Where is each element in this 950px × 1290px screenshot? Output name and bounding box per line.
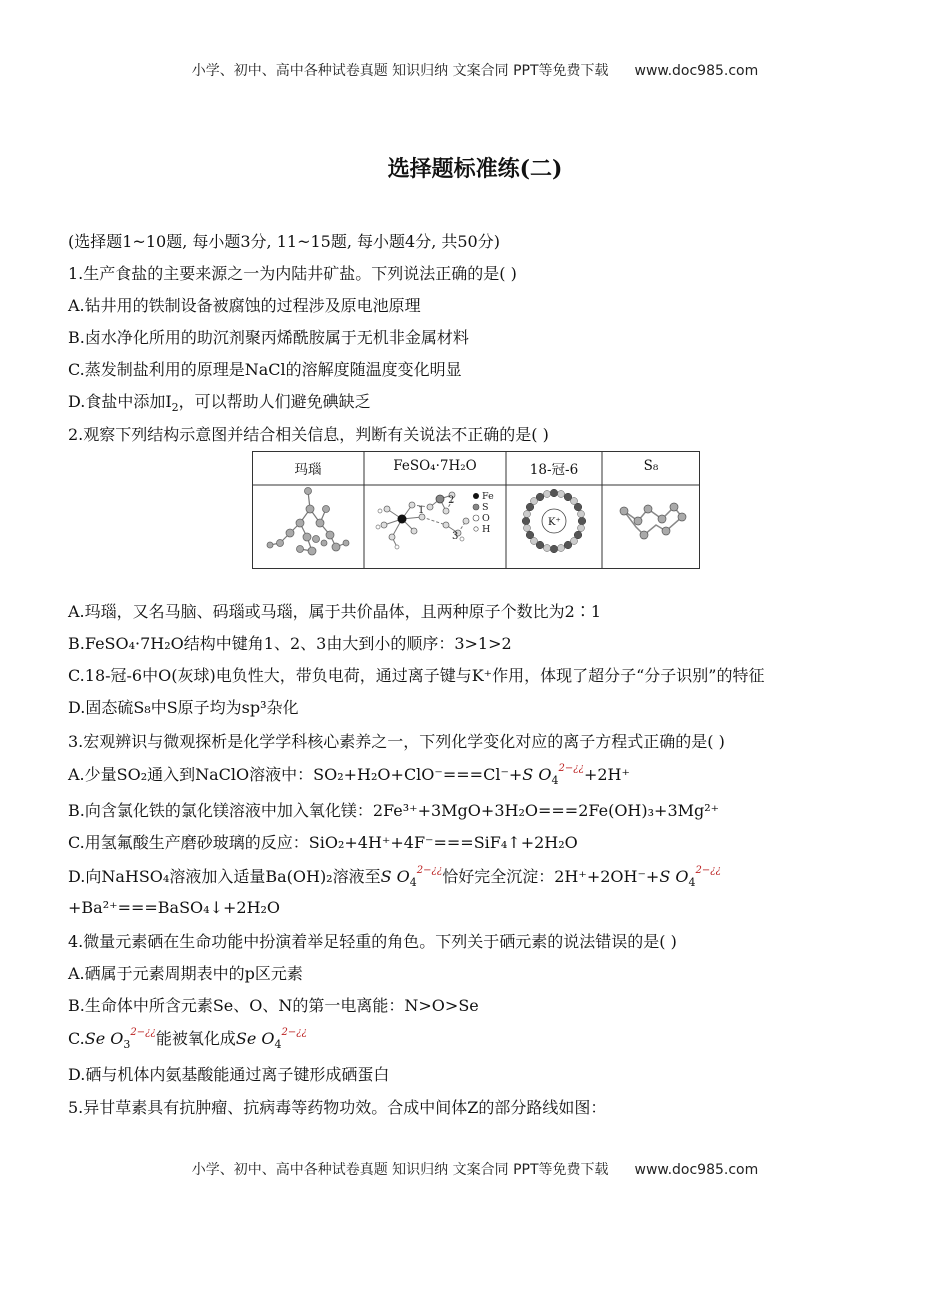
q3-option-d-continued: +Ba²⁺===BaSO₄↓+2H₂O: [68, 898, 281, 917]
q3-option-b: B.向含氯化铁的氯化镁溶液中加入氧化镁：2Fe³⁺+3MgO+3H₂O===2Fe(OH)₃+3Mg²⁺: [68, 801, 720, 820]
sulfate-ion: S $O_4^{2-¿¿}$: [380, 865, 443, 890]
q3-stem: 3.宏观辨识与微观探析是化学学科核心素养之一，下列化学变化对应的离子方程式正确的是( ): [68, 732, 725, 751]
q3-option-a: A.少量SO₂通入到NaClO溶液中：SO₂+H₂O+ClO⁻===Cl⁻+S $O_4^{2-¿¿}+2H^+$: [68, 763, 630, 788]
q2-stem: 2.观察下列结构示意图并结合相关信息，判断有关说法不正确的是( ): [68, 425, 549, 444]
s8-structure: [620, 503, 686, 539]
angle-2-label: 2: [448, 495, 455, 506]
table-header-s8: S₈: [643, 458, 659, 474]
q2-option-b: B.FeSO₄·7H₂O结构中键角1、2、3由大到小的顺序：3>1>2: [68, 634, 512, 653]
q4-stem: 4.微量元素硒在生命功能中扮演着举足轻重的角色。下列关于硒元素的说法错误的是( ): [68, 932, 677, 951]
intro-line: (选择题1~10题, 每小题3分, 11~15题, 每小题4分, 共50分): [68, 232, 500, 251]
header-site[interactable]: www.doc985.com: [634, 63, 759, 79]
q1-option-b: B.卤水净化所用的助沉剂聚丙烯酰胺属于无机非金属材料: [68, 328, 469, 347]
q4-option-c: C.Se $O_3^{2-¿¿}$能被氧化成Se $O_4^{2-¿¿}$: [68, 1027, 307, 1052]
header-text: 小学、初中、高中各种试卷真题 知识归纳 文案合同 PPT等免费下载: [191, 63, 609, 79]
crown-ether-structure: [522, 489, 586, 553]
q1-option-a: A.钻井用的铁制设备被腐蚀的过程涉及原电池原理: [68, 296, 421, 315]
feso4-legend: [473, 491, 494, 535]
q1-option-c: C.蒸发制盐利用的原理是NaCl的溶解度随温度变化明显: [68, 360, 462, 379]
q2-option-c: C.18-冠-6中O(灰球)电负性大，带负电荷，通过离子键与K⁺作用，体现了超分子“分子识别”的特征: [68, 666, 765, 685]
table-header-crown-ether: 18-冠-6: [529, 462, 579, 478]
angle-3-label: 3: [452, 531, 459, 542]
page-header: [0, 60, 950, 80]
svg-text:H: H: [482, 524, 491, 535]
q4-option-a: A.硒属于元素周期表中的p区元素: [68, 964, 303, 983]
q5-stem: 5.异甘草素具有抗肿瘤、抗病毒等药物功效。合成中间体Z的部分路线如图：: [68, 1098, 607, 1117]
angle-1-label: 1: [418, 505, 425, 516]
q4-option-b: B.生命体中所含元素Se、O、N的第一电离能：N>O>Se: [68, 996, 479, 1015]
selenite-ion: Se $O_3^{2-¿¿}$: [84, 1027, 156, 1052]
table-header-agate: 玛瑙: [294, 462, 322, 478]
q4-option-d: D.硒与机体内氨基酸能通过离子键形成硒蛋白: [68, 1065, 390, 1084]
q1-stem: 1.生产食盐的主要来源之一为内陆井矿盐。下列说法正确的是( ): [68, 264, 517, 283]
page-footer: [0, 1159, 950, 1179]
q2-option-a: A.玛瑙，又名马脑、码瑙或马瑙，属于共价晶体，且两种原子个数比为2∶1: [68, 602, 602, 621]
q2-option-d: D.固态硫S₈中S原子均为sp³杂化: [68, 698, 299, 717]
q1-option-d: D.食盐中添加$I_2$，可以帮助人们避免碘缺乏: [68, 392, 371, 415]
q3-option-d: D.向NaHSO₄溶液加入适量Ba(OH)₂溶液至S $O_4^{2-¿¿}$恰好完全沉淀：2H⁺+2OH⁻+S $O_4^{2-¿¿}$: [68, 865, 721, 890]
svg-text:Fe: Fe: [482, 491, 494, 502]
page-title: 选择题标准练(二): [387, 156, 563, 182]
feso4-structure: [384, 495, 458, 547]
potassium-label: K⁺: [548, 517, 561, 528]
fe-atom: [398, 515, 407, 524]
table-header-feso4: FeSO₄·7H₂O: [393, 458, 477, 474]
svg-text:O: O: [482, 513, 490, 524]
svg-text:S: S: [482, 502, 489, 513]
sulfate-ion: S $O_4^{2-¿¿}$: [659, 865, 721, 890]
q3-option-c: C.用氢氟酸生产磨砂玻璃的反应：SiO₂+4H⁺+4F⁻===SiF₄↑+2H₂O: [68, 833, 578, 852]
footer-site[interactable]: www.doc985.com: [634, 1162, 759, 1178]
selenate-ion: Se $O_4^{2-¿¿}$: [235, 1027, 307, 1052]
footer-text: 小学、初中、高中各种试卷真题 知识归纳 文案合同 PPT等免费下载: [191, 1162, 609, 1178]
sulfate-ion: S $O_4^{2-¿¿}$: [522, 763, 584, 788]
